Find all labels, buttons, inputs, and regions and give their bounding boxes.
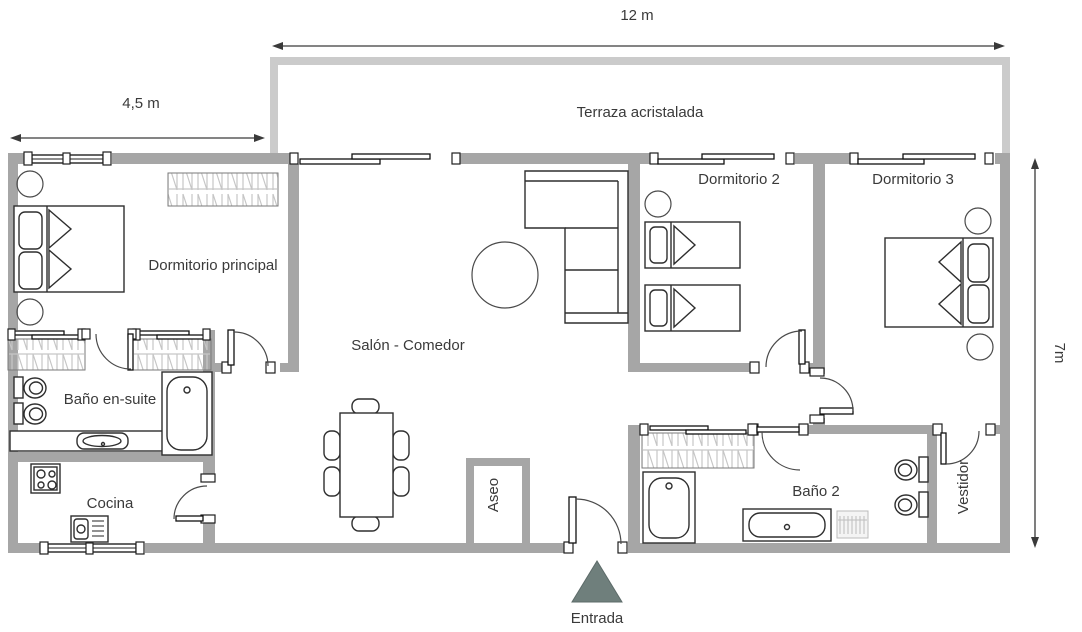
entrada-triangle-icon (572, 561, 622, 602)
double-bed-icon (885, 238, 993, 327)
label-master-bedroom: Dormitorio principal (148, 257, 278, 274)
sofa-icon (525, 171, 628, 323)
chair-icon (393, 431, 409, 460)
bedroom-2 (645, 171, 809, 373)
label-living-dining: Salón - Comedor (351, 337, 465, 354)
terrace (270, 57, 1010, 153)
dressing-room (933, 424, 995, 514)
label-bath2: Baño 2 (792, 483, 840, 500)
chair-icon (352, 399, 379, 414)
stool-icon (17, 299, 43, 325)
label-toilet: Aseo (485, 477, 502, 513)
wardrobe-icon (133, 329, 211, 370)
label-bedroom2: Dormitorio 2 (698, 171, 780, 188)
dimension-right-7m (1031, 158, 1068, 548)
wardrobe-icon (8, 329, 85, 370)
toilet-icon (895, 457, 928, 482)
bathtub-icon (743, 509, 831, 541)
label-dressing: Vestidor (955, 459, 972, 515)
guest-toilet (485, 478, 502, 512)
dimension-top-12m (272, 7, 1005, 50)
toilet-icon (14, 377, 46, 398)
dimension-top-label: 12 m (620, 7, 654, 24)
chair-icon (324, 431, 340, 460)
label-kitchen: Cocina (86, 495, 134, 512)
shower-tub-icon (643, 472, 695, 543)
dimension-right-label: 7m (1051, 342, 1068, 364)
kitchen-sink-icon (71, 516, 108, 542)
ensuite-bathroom (8, 329, 212, 455)
chair-icon (352, 516, 379, 531)
wardrobe-icon (168, 173, 278, 206)
chair-icon (393, 467, 409, 496)
double-bed-icon (14, 206, 124, 292)
dining-table-icon (324, 399, 409, 531)
round-table-icon (472, 242, 538, 308)
bathtub-icon (162, 372, 212, 455)
window-icon-kitchen (40, 542, 144, 554)
bedroom-3 (810, 171, 993, 423)
dimension-left-4-5m (10, 95, 265, 142)
wardrobe-icon (640, 424, 758, 468)
single-bed-icon (645, 222, 740, 268)
kitchen (31, 464, 215, 542)
toilet-icon (895, 492, 928, 517)
toilet-icon (14, 403, 46, 424)
door-icon-bath2 (748, 424, 808, 470)
sink-counter-icon (10, 431, 163, 451)
radiator-icon (837, 511, 868, 538)
dimension-left-label: 4,5 m (122, 95, 160, 112)
bathroom-2 (640, 424, 928, 543)
living-dining-room (324, 171, 628, 531)
entrance (564, 497, 627, 627)
label-bedroom3: Dormitorio 3 (872, 171, 954, 188)
stool-icon (965, 208, 991, 234)
chair-icon (324, 467, 340, 496)
label-ensuite: Baño en-suite (63, 391, 157, 408)
stool-icon (645, 191, 671, 217)
stove-icon (31, 464, 60, 493)
stool-icon (17, 171, 43, 197)
single-bed-icon (645, 285, 740, 331)
stool-icon (967, 334, 993, 360)
label-terrace: Terraza acristalada (576, 104, 704, 121)
label-entrance: Entrada (570, 610, 624, 627)
